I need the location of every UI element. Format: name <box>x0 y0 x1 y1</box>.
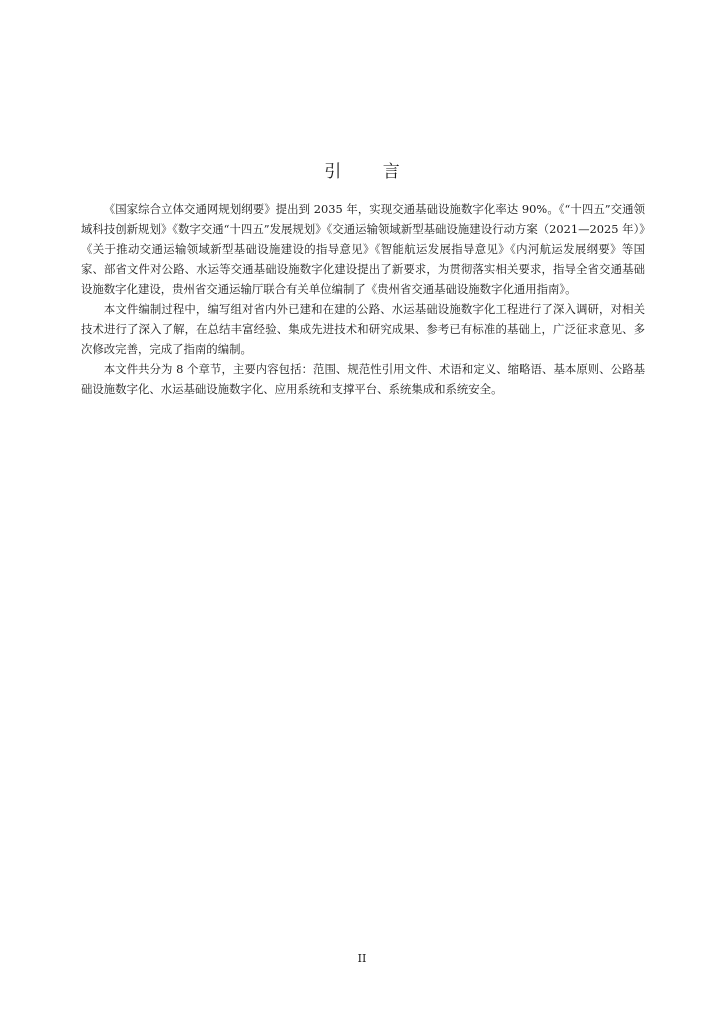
page-number: II <box>357 952 367 965</box>
body-paragraph: 本文件编制过程中，编写组对省内外已建和在建的公路、水运基础设施数字化工程进行了深入调研，对相关技术进行了深入了解，在总结丰富经验、集成先进技术和研究成果、参考已有标准的基础上，广泛征求意见、多次修改完善，完成了指南的编制。 <box>81 302 645 356</box>
section-heading: 引 言 <box>324 162 418 183</box>
body-paragraph: 本文件共分为 8 个章节，主要内容包括：范围、规范性引用文件、术语和定义、缩略语、基本原则、公路基础设施数字化、水运基础设施数字化、应用系统和支撑平台、系统集成和系统安全。 <box>81 362 645 396</box>
document-body <box>81 199 645 399</box>
body-paragraph: 《国家综合立体交通网规划纲要》提出到 2035 年，实现交通基础设施数字化率达 90%。《“十四五”交通领域科技创新规划》《数字交通“十四五”发展规划》《交通运输领域新型基础设施建设行动方案（2021—2025 年）》《关于推动交通运输领域新型基础设施建设的指导意见》《智能航运发展指导意见》《内河航运发展纲要》等国家、部省文件对公路、水运等交通基础设施数字化建设提出了新要求，为贯彻落实相关要求，指导全省交通基础设施数字化建设，贵州省交通运输厅联合有关单位编制了《贵州省交通基础设施数字化通用指南》。 <box>81 202 645 296</box>
